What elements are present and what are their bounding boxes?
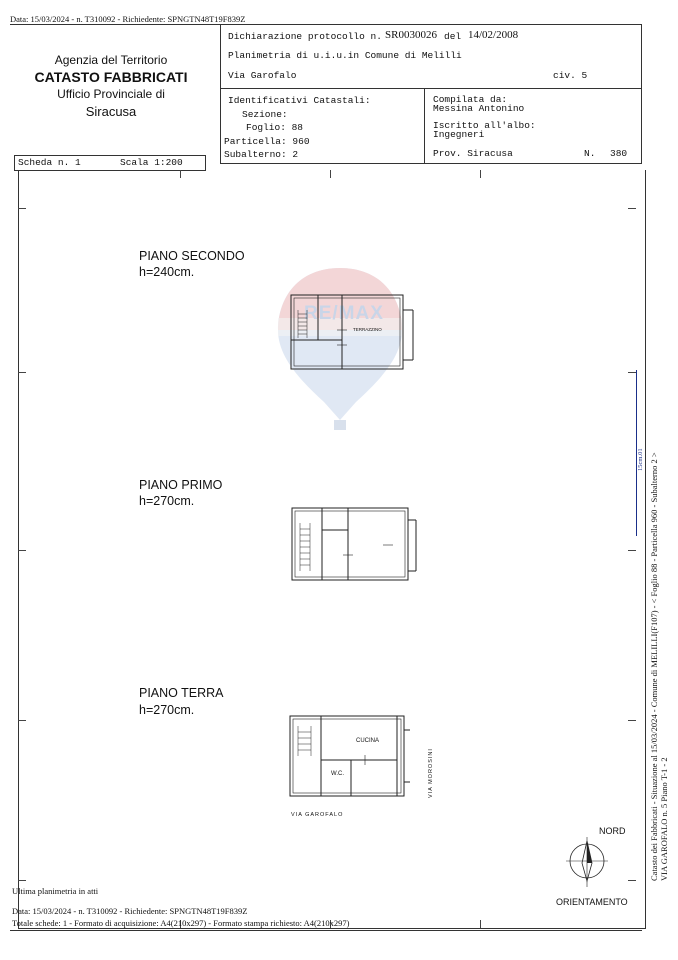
agency-city: Siracusa [85, 104, 137, 119]
footer-last-planimetria: Ultima planimetria in atti [12, 886, 99, 896]
identificativi-subalterno: Subalterno: 2 [224, 149, 299, 160]
declaration-del: del [444, 31, 462, 42]
declaration-protocol: SR0030026 [385, 29, 437, 41]
albo-number: 380 [610, 148, 628, 159]
identificativi-foglio: Foglio: 88 [246, 122, 304, 133]
albo-value: Ingegneri [433, 129, 485, 140]
footer-totale: Totale schede: 1 - Formato di acquisizione: A4(210x297) - Formato stampa richiesto: A4(210x297) [12, 918, 350, 928]
frame-tick [18, 208, 26, 209]
iscritto-label: Iscritto all'albo: [433, 120, 536, 131]
floorplan-secondo [285, 290, 420, 375]
side-address-line: VIA GAROFALO n. 5 Piano T-1 - 2 [659, 757, 669, 881]
compilata-name: Messina Antonino [433, 103, 525, 114]
frame-tick [628, 550, 636, 551]
frame-tick [180, 170, 181, 178]
planimetria-title: Planimetria di u.i.u.in Comune di Melilli [228, 50, 462, 61]
frame-tick [18, 372, 26, 373]
compass-north: NORD [599, 826, 626, 836]
compass-icon [564, 835, 610, 891]
footer-data: Data: 15/03/2024 - n. T310092 - Richiedente: SPNGTN48T19F839Z [12, 906, 248, 916]
frame-tick [628, 720, 636, 721]
frame-tick [18, 720, 26, 721]
room-label-wc: W.C. [331, 771, 344, 777]
scheda-number: Scheda n. 1 [18, 157, 81, 168]
floor-title-secondo: PIANO SECONDO [139, 249, 245, 263]
civic-number: civ. 5 [553, 70, 588, 81]
declaration-label: Dichiarazione protocollo n. [228, 31, 382, 42]
frame-tick [18, 880, 26, 881]
agency-name: Agenzia del Territorio [54, 53, 168, 67]
frame-tick [480, 920, 481, 928]
floorplan-terra [285, 712, 415, 802]
frame-tick [628, 372, 636, 373]
floor-height-secondo: h=240cm. [139, 265, 195, 279]
frame-tick [628, 880, 636, 881]
room-label-terrazzino: TERRAZZINO [353, 327, 382, 332]
floorplan-primo [288, 505, 418, 585]
identificativi-particella: Particella: 960 [224, 136, 310, 147]
frame-tick [628, 208, 636, 209]
street-label-garofalo: VIA GAROFALO [291, 812, 344, 818]
floor-title-terra: PIANO TERRA [139, 686, 224, 700]
side-stamp: 15cm.01 [637, 448, 644, 471]
frame-tick [480, 170, 481, 178]
address: Via Garofalo [228, 70, 297, 81]
identificativi-title: Identificativi Catastali: [228, 95, 371, 106]
compilata-label: Compilata da: [433, 94, 508, 105]
footer-bottom-border [10, 930, 642, 931]
top-request-line: Data: 15/03/2024 - n. T310092 - Richiedente: SPNGTN48T19F839Z [10, 14, 246, 24]
header-bottom-border [220, 163, 642, 164]
header-top-border [10, 24, 642, 25]
agency-office: Ufficio Provinciale di [57, 87, 165, 101]
header-mid-border [220, 88, 642, 89]
frame-tick [18, 550, 26, 551]
floor-title-primo: PIANO PRIMO [139, 478, 223, 492]
compass-label: ORIENTAMENTO [556, 897, 628, 907]
albo-number-label: N. [584, 148, 596, 159]
room-label-cucina: CUCINA [356, 738, 380, 744]
header-divider [220, 24, 221, 164]
declaration-date: 14/02/2008 [468, 29, 519, 41]
floor-height-primo: h=270cm. [139, 494, 195, 508]
header-col-divider [424, 88, 425, 164]
street-label-morosini: VIA MOROSINI [428, 748, 434, 798]
scala: Scala 1:200 [120, 157, 183, 168]
provincia: Prov. Siracusa [433, 148, 513, 159]
floor-height-terra: h=270cm. [139, 703, 195, 717]
frame-tick [330, 170, 331, 178]
identificativi-sezione: Sezione: [242, 109, 288, 120]
side-catasto-line: Catasto dei Fabbricati - Situazione al 15/03/2024 - Comune di MELILLI(F107) - < Foglio 88 - Particella 960 - Subalterno 2 > [649, 452, 659, 881]
agency-catasto: CATASTO FABBRICATI [34, 69, 188, 85]
watermark-text: RE/MAX [304, 303, 384, 324]
header-right-border [641, 24, 642, 164]
